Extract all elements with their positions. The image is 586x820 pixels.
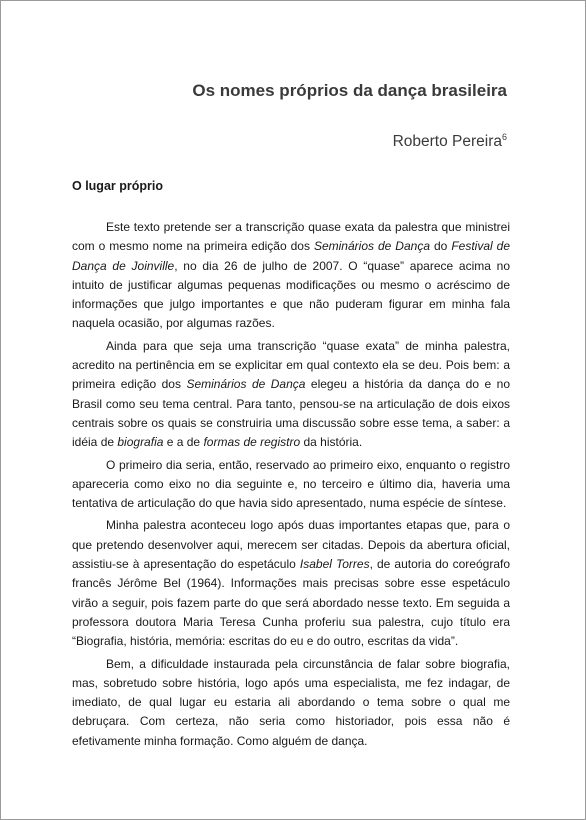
text-run: Este texto pretende ser a transcrição quase exata da palestra que ministrei com o mesmo nome na primeira edição dos (72, 220, 510, 254)
italic-text: formas de registro (203, 435, 301, 450)
paragraph (72, 456, 510, 514)
italic-text: Seminários de Dança (313, 239, 430, 254)
text-run: do (430, 239, 452, 254)
text-run: e a de (163, 435, 204, 450)
text-run: elegeu a história da dança do e no Brasil como seu tema central. Para tanto, pensou-se na articulação de dois eixos centrais sobre os quais se construiria uma discussão sobre esse tema, a saber: a idéia de (72, 377, 510, 450)
footnote-marker[interactable]: 6 (501, 131, 507, 142)
document-title: Os nomes próprios da dança brasileira (192, 81, 507, 100)
section-heading: O lugar próprio (72, 179, 163, 193)
text-run: da história. (300, 435, 363, 450)
italic-text: biografia (117, 435, 164, 450)
text-run: , no dia 26 de julho de 2007. O “quase” aparece acima no intuito de justificar algumas pequenas modificações ou mesmo o acréscimo de informações que julgo importantes e que não puderam figurar em minha fala naquela ocasião, por algumas razões. (72, 258, 511, 331)
paragraph (72, 655, 510, 751)
text-run: Ainda para que seja uma transcrição “quase exata” de minha palestra, acredito na pertinência em se explicitar em qual contexto ela se deu. Pois bem: a primeira edição dos (72, 338, 510, 392)
author-line (393, 133, 507, 151)
text-run: Bem, a dificuldade instaurada pela circunstância de falar sobre biografia, mas, sobretudo sobre história, logo após uma especialista, me fez indagar, de imediato, de qual lugar eu estaria ali abordando o tema sobre o qual me debruçara. Com certeza, não seria como historiador, pois essa não é efetivamente minha formação. Como alguém de dança. (72, 656, 510, 748)
author-name: Roberto Pereira (392, 133, 502, 150)
paragraph (72, 218, 510, 334)
italic-text: Seminários de Dança (186, 377, 306, 392)
paragraph (72, 337, 510, 453)
paragraph (72, 516, 510, 651)
text-run: Minha palestra aconteceu logo após duas importantes etapas que, para o que pretendo desenvolver aqui, merecem ser citadas. Depois da abertura oficial, assistiu-se à apresentação do espetáculo (72, 518, 510, 572)
text-run: , de autoria do coreógrafo francês Jérôme Bel (1964). Informações mais precisas sobre esse espetáculo virão a seguir, pois fazem parte do que será abordado nesse texto. Em seguida a professora doutora Maria Teresa Cunha proferiu sua palestra, cujo título era “Biografia, história, memória: escritas do eu e do outro, escritas da vida”. (72, 557, 510, 649)
text-run: O primeiro dia seria, então, reservado ao primeiro eixo, enquanto o registro apareceria como eixo no dia seguinte e, no terceiro e último dia, haveria uma tentativa de articulação do que havia sido apresentado, numa espécie de síntese. (72, 457, 510, 511)
italic-text: Isabel Torres (299, 557, 370, 572)
italic-text: Festival de Dança de Joinville (72, 239, 511, 273)
body-text (72, 218, 510, 754)
